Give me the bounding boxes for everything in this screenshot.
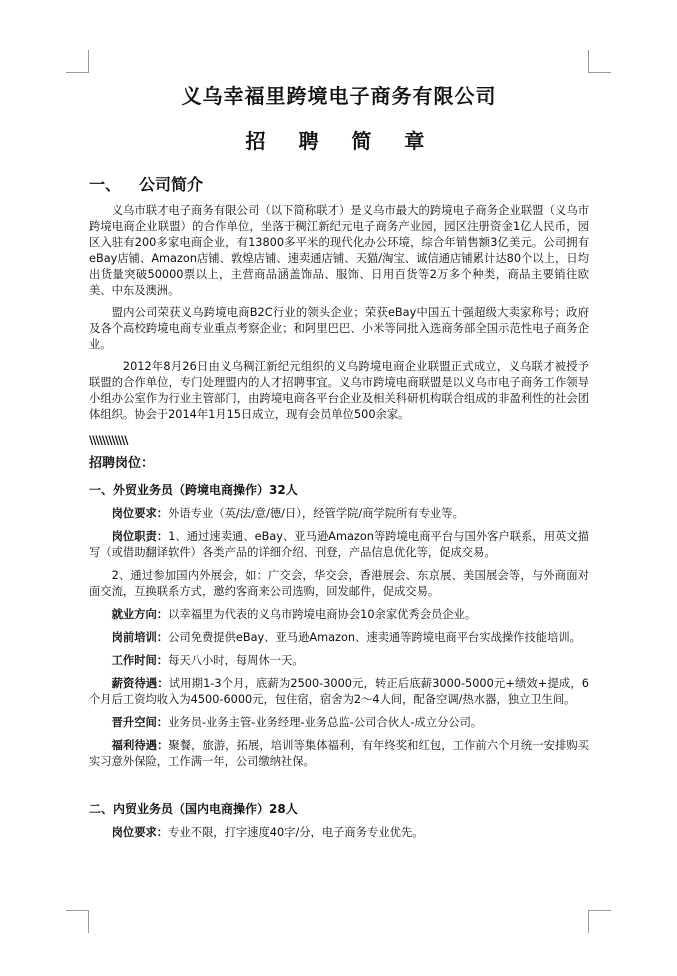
crop-mark-top-right xyxy=(588,50,611,73)
job1-title: 一、外贸业务员（跨境电商操作）32人 xyxy=(89,483,298,497)
label: 岗位职责： xyxy=(111,530,169,543)
label: 岗位要求： xyxy=(111,826,169,839)
value: 业务员-业务主管-业务经理-业务总监-公司合伙人-成立分公司。 xyxy=(168,716,483,729)
job1-hours xyxy=(89,653,589,669)
job1-direction xyxy=(89,607,589,623)
value: 1、通过速卖通、eBay、亚马逊Amazon等跨境电商平台与国外客户联系，用英文描写（或借助翻译软件）各类产品的详细介绍、刊登，产品信息优化等，促成交易。 xyxy=(89,530,589,559)
value: 专业不限，打字速度40字/分，电子商务专业优先。 xyxy=(168,826,424,839)
section-title: 公司简介 xyxy=(139,175,204,194)
job1-promotion xyxy=(89,715,589,731)
label: 岗前培训： xyxy=(111,631,169,644)
label: 工作时间： xyxy=(111,654,169,667)
separator-slashes: \\\\\\\\\\\\ xyxy=(89,433,128,447)
intro-paragraph-1: 义乌市联才电子商务有限公司（以下简称联才）是义乌市最大的跨境电子商务企业联盟（义乌市跨境电商企业联盟）的合作单位，坐落于稠江新纪元电子商务产业园，园区注册资金1亿人民币，园区入驻有200多家电商企业，有13800多平米的现代化办公环境，综合年销售额3亿美元。公司拥有eBay店铺、Amazon店铺、敦煌店铺、速卖通店铺、天猫/淘宝、诚信通店铺累计达80个以上，日均出货量突破50000票以上，主营商品涵盖饰品、服饰、日用百货等2万多个种类，商品主要销往欧美、中东及澳洲。 xyxy=(89,204,589,297)
label: 薪资待遇： xyxy=(111,677,169,690)
section-number: 一、 xyxy=(89,175,122,194)
document-page xyxy=(89,74,589,841)
job1-duties-2: 2、通过参加国内外展会，如：广交会，华交会，香港展会、东京展、美国展会等，与外商面对面交流，互换联系方式，邀约客商来公司选购，回发邮件，促成交易。 xyxy=(89,569,589,598)
crop-mark-bottom-left xyxy=(66,910,89,933)
section-heading-company xyxy=(89,172,589,195)
label: 岗位要求： xyxy=(111,507,169,520)
value: 聚餐，旅游，拓展，培训等集体福利，有年终奖和红包，工作前六个月统一安排购买实习意外保险，工作满一年，公司缴纳社保。 xyxy=(89,739,589,768)
job1-welfare xyxy=(89,738,589,770)
crop-mark-top-left xyxy=(66,50,89,73)
value: 以幸福里为代表的义乌市跨境电商协会10余家优秀会员企业。 xyxy=(168,608,477,621)
value: 试用期1-3个月，底薪为2500-3000元，转正后底薪3000-5000元+绩效+提成，6个月后工资均收入为4500-6000元，包住宿，宿舍为2～4人间，配备空调/热水器，独立卫生间。 xyxy=(89,677,589,706)
value: 外语专业（英/法/意/德/日），经管学院/商学院所有专业等。 xyxy=(168,507,464,520)
intro-paragraph-3: 2012年8月26日由义乌稠江新纪元组织的义乌跨境电商企业联盟正式成立，义乌联才被授予联盟的合作单位，专门处理盟内的人才招聘事宜。义乌市跨境电商联盟是以义乌市电子商务工作领导小组办公室作为行业主管部门，由跨境电商各平台企业及相关科研机构联合组成的非盈利性的社会团体组织。协会于2014年1月15日成立，现有会员单位500余家。 xyxy=(89,360,589,421)
document-subtitle: 招 聘 简 章 xyxy=(245,129,433,153)
job2-requirements xyxy=(89,825,589,841)
recruit-heading: 招聘岗位： xyxy=(89,456,155,471)
label: 就业方向： xyxy=(111,608,169,621)
job1-requirements xyxy=(89,506,589,522)
job1-training xyxy=(89,630,589,646)
job1-duties xyxy=(89,529,589,561)
crop-mark-bottom-right xyxy=(588,910,611,933)
label: 晋升空间： xyxy=(111,716,169,729)
document-title: 义乌幸福里跨境电子商务有限公司 xyxy=(181,84,497,108)
value: 公司免费提供eBay、亚马逊Amazon、速卖通等跨境电商平台实战操作技能培训。 xyxy=(168,631,581,644)
value: 每天八小时，每周休一天。 xyxy=(168,654,304,667)
job2-title: 二、内贸业务员（国内电商操作）28人 xyxy=(89,802,298,816)
intro-paragraph-2: 盟内公司荣获义乌跨境电商B2C行业的领头企业；荣获eBay中国五十强超级大卖家称号；政府及各个高校跨境电商专业重点考察企业；和阿里巴巴、小米等同批入选商务部全国示范性电子商务企业。 xyxy=(89,306,589,351)
job1-salary xyxy=(89,676,589,708)
label: 福利待遇： xyxy=(111,739,169,752)
